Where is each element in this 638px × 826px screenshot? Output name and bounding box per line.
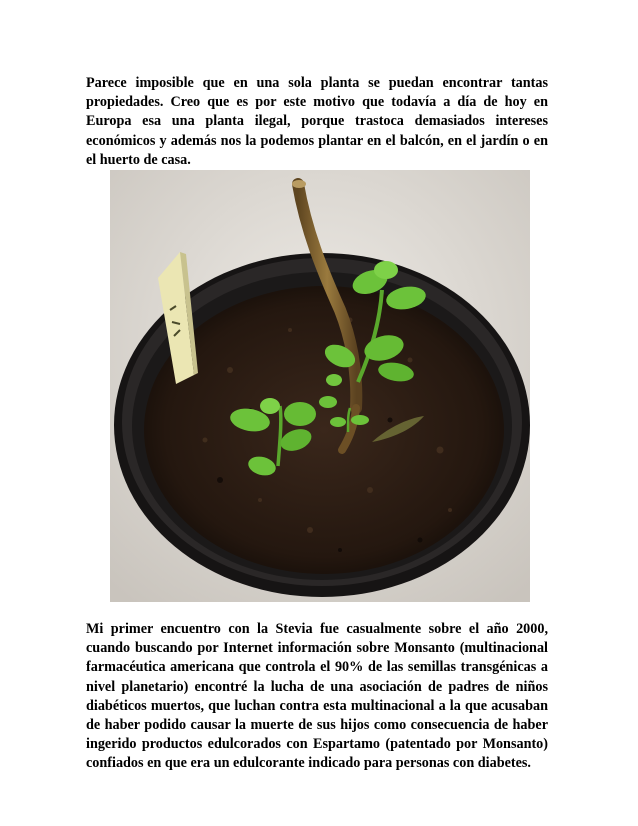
body-paragraph-encounter: Mi primer encuentro con la Stevia fue casualmente sobre el año 2000, cuando buscando por Internet información sobre Monsanto (multinacional farmacéutica americana que controla el 90% de las semillas transgénicas a nivel planetario) encontré la lucha de una asociación de padres de niños diabéticos muertos, que luchan contra esta multinacional a la que acusaban de haber podido causar la muerte de sus hijos como consecuencia de haber ingerido productos edulcorados con Espartamo (patentado por Monsanto) confiados en que era un edulcorante indicado para personas con diabetes. [86, 621, 548, 772]
stevia-pot-photo [110, 170, 530, 602]
body-paragraph-intro: Parece imposible que en una sola planta se puedan encontrar tantas propiedades. Creo que es por este motivo que todavía a día de hoy en Europa esa una planta ilegal, porque trastoca demasiados intereses económicos y además nos la podemos plantar en el balcón, en el jardín o en el huerto de casa. [86, 75, 548, 168]
